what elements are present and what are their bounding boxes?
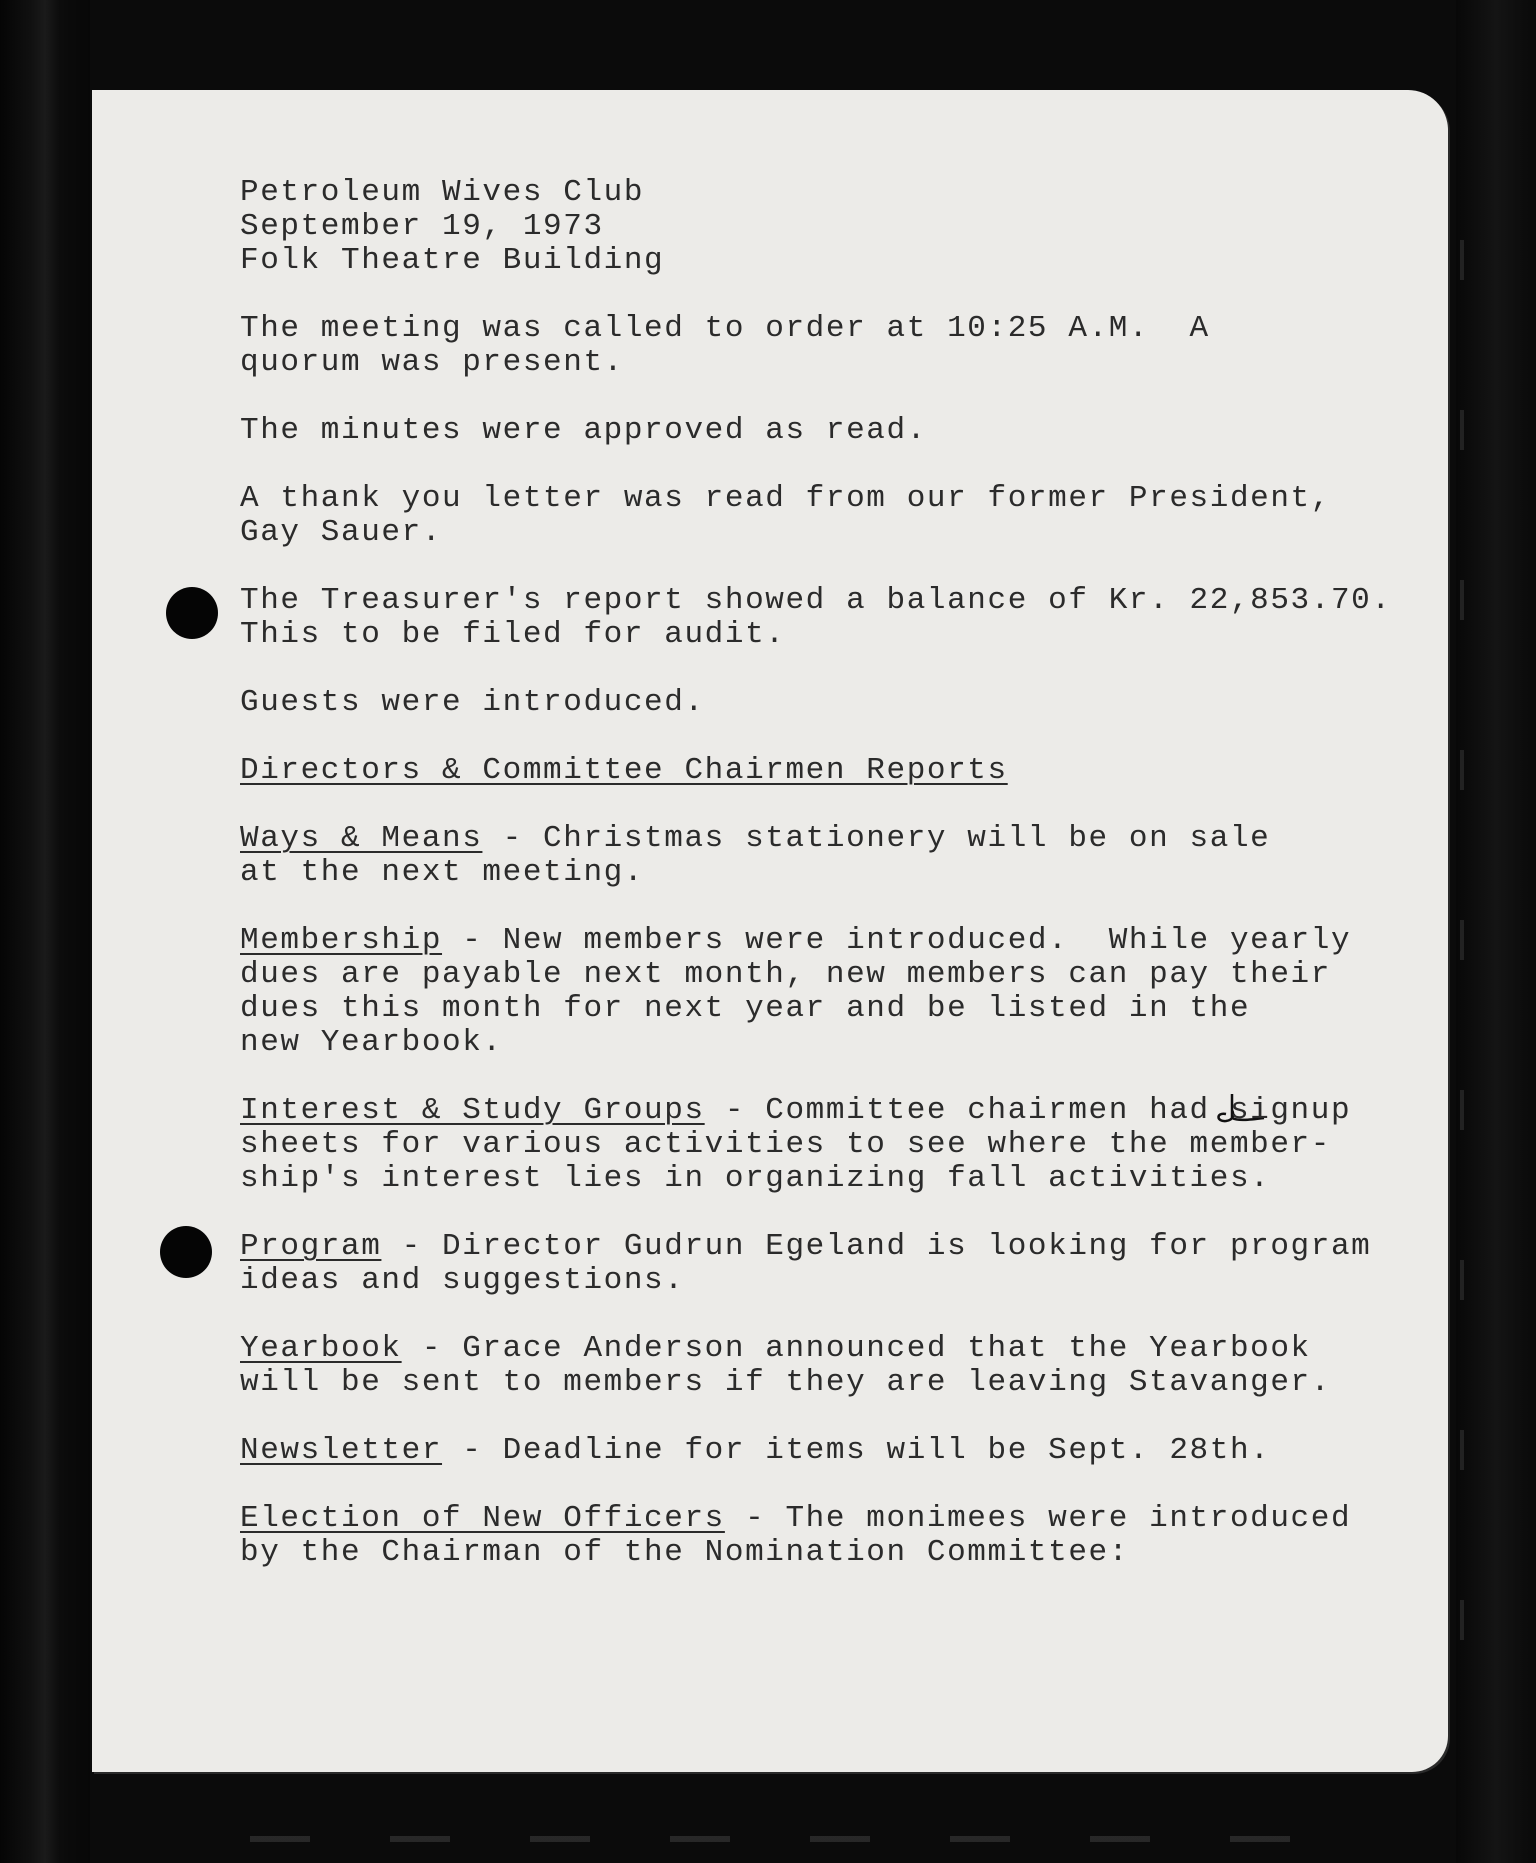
report-yearbook [240, 1332, 1420, 1366]
report-title: Newsletter [240, 1433, 443, 1468]
report-ways-means [240, 822, 1420, 856]
punch-hole-bottom [160, 1226, 212, 1278]
report-title: Yearbook [240, 1331, 402, 1366]
report-title: Election of New Officers [240, 1501, 725, 1536]
report-text: - Director Gudrun Egeland is looking for program [381, 1229, 1372, 1264]
report-newsletter [240, 1434, 1420, 1468]
punch-hole-top [166, 587, 218, 639]
treasurer-line-1: The Treasurer's report showed a balance of Kr. 22,853.70. [240, 583, 1392, 618]
report-membership [240, 924, 1420, 958]
report-text-continued: new Yearbook. [240, 1025, 503, 1060]
report-text-continued: dues this month for next year and be listed in the [240, 991, 1251, 1026]
club-name: Petroleum Wives Club [240, 175, 645, 210]
report-text-continued: by the Chairman of the Nomination Committee: [240, 1535, 1129, 1570]
report-program [240, 1230, 1420, 1264]
report-text: - New members were introduced. While yearly [442, 923, 1352, 958]
meeting-minutes-text [240, 176, 1420, 1570]
reports-heading: Directors & Committee Chairmen Reports [240, 753, 1008, 788]
report-text-continued: sheets for various activities to see where the member- [240, 1127, 1331, 1162]
guests-introduced: Guests were introduced. [240, 685, 705, 720]
binder-edge-right [1456, 0, 1536, 1863]
report-text: - Committee chairmen had signup [704, 1093, 1352, 1128]
report-text-continued: ideas and suggestions. [240, 1263, 685, 1298]
report-text-continued: at the next meeting. [240, 855, 645, 890]
report-text-continued: will be sent to members if they are leaving Stavanger. [240, 1365, 1331, 1400]
binder-edge-left [0, 0, 90, 1863]
treasurer-line-2: This to be filed for audit. [240, 617, 786, 652]
thank-you-line-2: Gay Sauer. [240, 515, 443, 550]
ruler-ticks-right [1460, 240, 1464, 1740]
report-text: - Christmas stationery will be on sale [482, 821, 1271, 856]
ruler-ticks-bottom [250, 1836, 1350, 1842]
report-text: - The monimees were introduced [724, 1501, 1352, 1536]
report-text-continued: dues are payable next month, new members can pay their [240, 957, 1331, 992]
report-title: Membership [240, 923, 443, 958]
report-election [240, 1502, 1420, 1536]
report-title: Interest & Study Groups [240, 1093, 705, 1128]
report-text: - Deadline for items will be Sept. 28th. [442, 1433, 1271, 1468]
report-title: Ways & Means [240, 821, 483, 856]
report-text: - Grace Anderson announced that the Yearbook [401, 1331, 1311, 1366]
meeting-date: September 19, 1973 [240, 209, 604, 244]
call-to-order-line-1: The meeting was called to order at 10:25 A.M. A [240, 311, 1210, 346]
report-title: Program [240, 1229, 382, 1264]
meeting-location: Folk Theatre Building [240, 243, 665, 278]
minutes-approved: The minutes were approved as read. [240, 413, 927, 448]
call-to-order-line-2: quorum was present. [240, 345, 624, 380]
report-text-continued: ship's interest lies in organizing fall activities. [240, 1161, 1271, 1196]
report-interest-study [240, 1094, 1420, 1128]
thank-you-line-1: A thank you letter was read from our former President, [240, 481, 1331, 516]
